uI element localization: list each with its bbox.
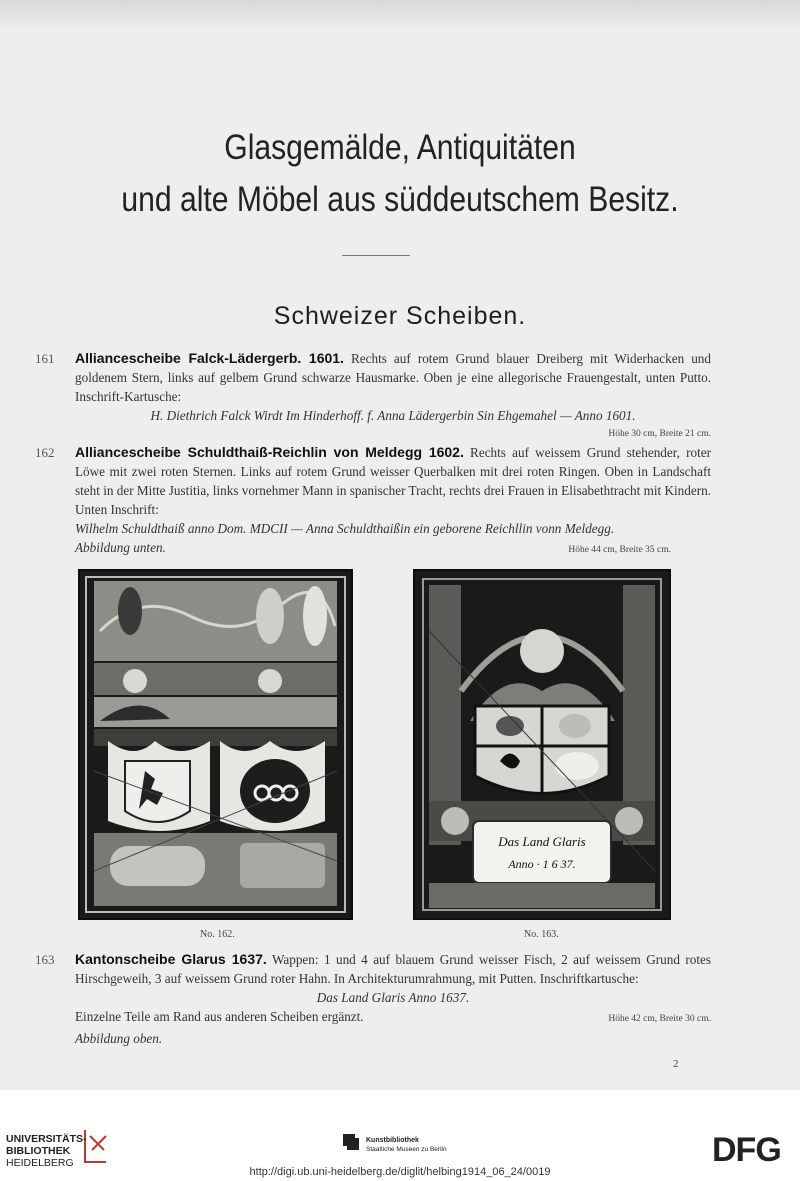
permalink-url[interactable]: http://digi.ub.uni-heidelberg.de/diglit/helbing1914_06_24/0019	[249, 1166, 551, 1178]
entry-text: Wappen: 1 und 4 auf blauem Grund weisser Fisch, 2 auf weissem Grund rotes Hirschgeweih, 3 auf weissem Grund roter Hahn. In Architekturumrahmung, mit Putten. Inschriftkartusche:	[75, 952, 711, 986]
entry-footer-row	[75, 538, 711, 560]
entry-text: Rechts auf weissem Grund stehender, roter Löwe mit zwei roten Sternen. Links auf rotem Grund weisser Querbalken mit drei roten Ringen. Oben in Landschaft steht in der Mitte Justitia, links vornehmer Mann in spanischer Tracht, rechts drei Frauen in Elisabethtracht mit Kindern. Unten Inschrift:	[75, 445, 711, 517]
plate-caption-163: No. 163.	[524, 929, 559, 940]
entry-measurements: Höhe 42 cm, Breite 30 cm.	[608, 1014, 711, 1024]
stained-glass-photo-162	[78, 569, 353, 920]
page-number: 2	[673, 1058, 679, 1070]
kb-line-1: Kunstbibliothek	[366, 1137, 419, 1144]
entry-note: Abbildung oben.	[75, 1031, 163, 1046]
entry-footer-row	[75, 1007, 711, 1029]
catalog-entry-163	[35, 950, 711, 1048]
entry-inscription: Das Land Glaris Anno 1637.	[316, 990, 470, 1005]
entry-measurements: Höhe 44 cm, Breite 35 cm.	[568, 545, 671, 555]
stained-glass-photo-163	[413, 569, 671, 920]
dfg-logo: DFG	[712, 1131, 781, 1169]
entry-description	[75, 349, 711, 406]
catalog-entry-162	[35, 443, 711, 560]
entry-number: 163	[35, 952, 55, 967]
stained-glass-illustration-163	[415, 571, 669, 918]
title-divider	[342, 255, 410, 256]
section-heading: Schweizer Scheiben.	[273, 302, 527, 330]
library-line-1: UNIVERSITÄTS-	[6, 1133, 87, 1145]
library-line-2: BIBLIOTHEK	[6, 1145, 71, 1157]
stained-glass-illustration-162	[80, 571, 351, 918]
scan-edge-shadow	[0, 0, 800, 30]
entry-number: 162	[35, 445, 55, 460]
entry-lead: Kantonscheibe Glarus 1637.	[75, 951, 267, 967]
entry-description	[75, 950, 711, 988]
library-line-3: HEIDELBERG	[6, 1157, 74, 1169]
kunstbibliothek-label	[366, 1136, 447, 1154]
kunstbibliothek-logo-icon	[341, 1132, 361, 1152]
catalog-entry-161	[35, 349, 711, 444]
entry-inscription: Wilhelm Schuldthaiß anno Dom. MDCII — Anna Schuldthaißin ein geborene Reichllin vonn Meldegg.	[75, 521, 615, 536]
plate-caption-162: No. 162.	[200, 929, 235, 940]
entry-lead: Alliancescheibe Falck-Lädergerb. 1601.	[75, 350, 344, 366]
entry-inscription: H. Diethrich Falck Wirdt Im Hinderhoff. f. Anna Lädergerbin Sin Ehgemahel — Anno 1601.	[150, 408, 636, 423]
cartouche-text-line-1: Das Land Glaris	[498, 834, 586, 849]
library-name	[6, 1133, 87, 1169]
entry-lead: Alliancescheibe Schuldthaiß-Reichlin von Meldegg 1602.	[75, 444, 464, 460]
page-title-line-2: und alte Möbel aus süddeutschem Besitz.	[121, 180, 679, 219]
entry-description	[75, 443, 711, 519]
entry-text: Rechts auf rotem Grund blauer Dreiberg mit Widerhacken und goldenem Stern, links auf gelbem Grund schwarze Hausmarke. Oben je eine allegorische Frauengestalt, unten Putto. Inschrift-Kartusche:	[75, 351, 711, 404]
entry-number: 161	[35, 351, 55, 366]
kb-line-2: Staatliche Museen zu Berlin	[366, 1146, 447, 1153]
cartouche-text-line-2: Anno · 1 6 37.	[508, 857, 576, 871]
entry-additional-text: Einzelne Teile am Rand aus anderen Scheiben ergänzt.	[75, 1009, 364, 1024]
entry-note: Abbildung unten.	[75, 540, 166, 555]
entry-measurements: Höhe 30 cm, Breite 21 cm.	[608, 429, 711, 439]
page-title-line-1: Glasgemälde, Antiquitäten	[224, 128, 576, 167]
